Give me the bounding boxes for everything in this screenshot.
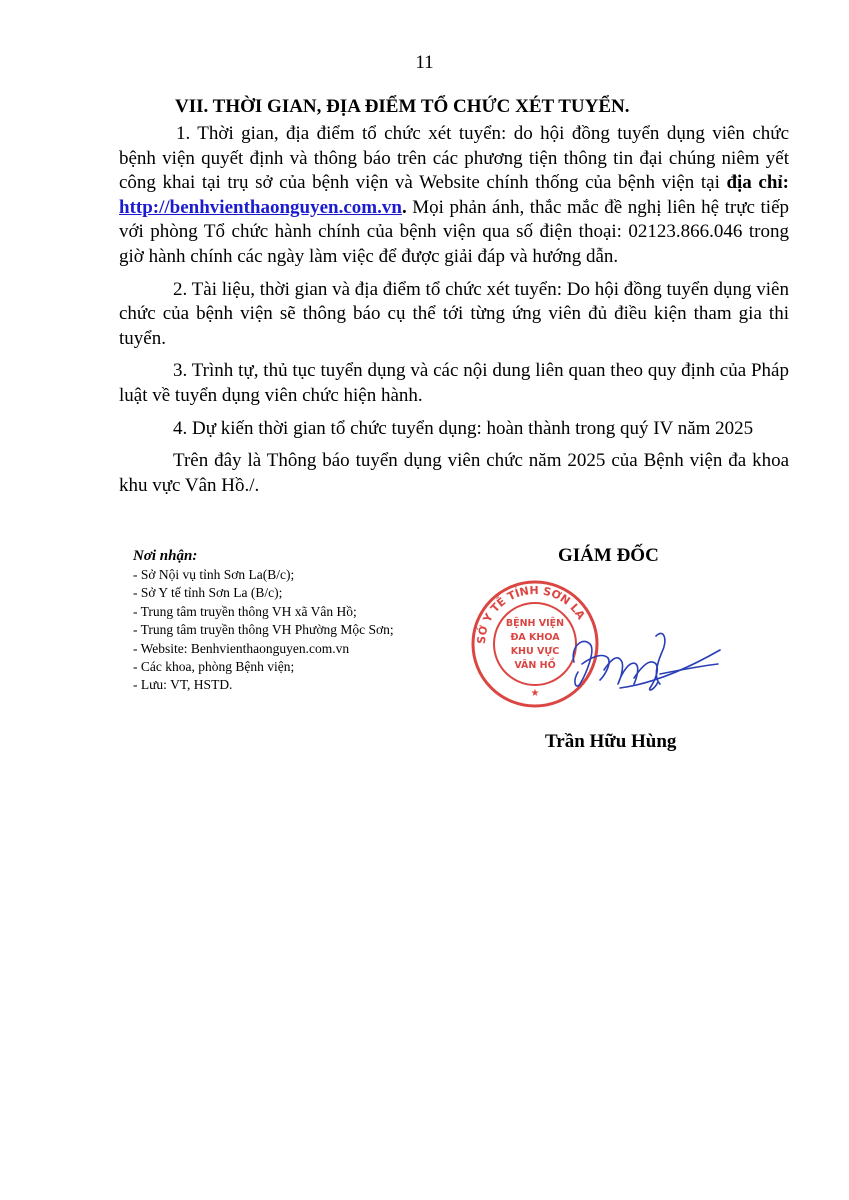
recipient-item: - Lưu: VT, HSTD. xyxy=(133,677,233,693)
paragraph-1-contact: Mọi phản ánh, thắc mắc đề nghị liên hệ trực tiếp với phòng Tổ chức hành chính của bệnh viện qua số điện thoại: 02123.866.046 trong giờ hành chính các ngày làm việc để được giải đáp và hướng dẫn. xyxy=(119,196,789,267)
paragraph-1-text: 1. Thời gian, địa điểm tổ chức xét tuyển: do hội đồng tuyển dụng viên chức bệnh viện quyết định và thông báo trên các phương tiện thông tin đại chúng niêm yết công khai tại trụ sở của bệnh viện và Website chính thống của bệnh viện tại xyxy=(119,123,789,194)
paragraph-2: 2. Tài liệu, thời gian và địa điểm tổ chức xét tuyển: Do hội đồng tuyển dụng viên chức của bệnh viện sẽ thông báo cụ thể tới từng ứng viên đủ điều kiện tham gia thi tuyển. xyxy=(119,278,789,349)
seal-line: KHU VỰC xyxy=(510,646,560,657)
paragraph-3: 3. Trình tự, thủ tục tuyển dụng và các nội dung liên quan theo quy định của Pháp luật về tuyển dụng viên chức hiện hành. xyxy=(119,360,789,406)
page-number: 11 xyxy=(415,52,434,73)
website-link[interactable]: http://benhvienthaonguyen.com.vn xyxy=(119,196,402,218)
signer-title: GIÁM ĐỐC xyxy=(558,545,659,566)
signer-name: Trần Hữu Hùng xyxy=(545,731,677,752)
handwritten-signature xyxy=(560,618,725,700)
recipient-item: - Trung tâm truyền thông VH xã Vân Hồ; xyxy=(133,603,357,619)
section-body xyxy=(119,122,789,506)
recipient-item: - Sở Nội vụ tỉnh Sơn La(B/c); xyxy=(133,567,295,582)
recipient-item: - Sở Y tế tỉnh Sơn La (B/c); xyxy=(133,585,283,601)
link-period: . xyxy=(401,196,407,218)
address-label: địa chỉ: xyxy=(726,172,789,194)
seal-star-icon: ★ xyxy=(530,688,540,699)
svg-text:SỞ Y TẾ TỈNH SƠN LA: SỞ Y TẾ TỈNH SƠN LA xyxy=(474,583,588,645)
recipients-block xyxy=(133,548,493,695)
paragraph-1 xyxy=(119,122,789,270)
seal-line: ĐA KHOA xyxy=(510,632,560,643)
closing-paragraph: Trên đây là Thông báo tuyển dụng viên chức năm 2025 của Bệnh viện đa khoa khu vực Vân Hồ./. xyxy=(119,450,789,496)
section-heading: VII. THỜI GIAN, ĐỊA ĐIỂM TỔ CHỨC XÉT TUYỂN. xyxy=(175,96,630,117)
recipients-title: Nơi nhận: xyxy=(133,548,198,564)
recipient-item: - Các khoa, phòng Bệnh viện; xyxy=(133,659,295,675)
recipients-list xyxy=(133,566,493,695)
paragraph-4: 4. Dự kiến thời gian tổ chức tuyển dụng: hoàn thành trong quý IV năm 2025 xyxy=(173,417,754,439)
seal-line: BỆNH VIỆN xyxy=(505,618,565,629)
recipient-item: - Trung tâm truyền thông VH Phường Mộc Sơn; xyxy=(133,622,394,638)
recipient-item: - Website: Benhvienthaonguyen.com.vn xyxy=(133,640,350,656)
seal-line: VÂN HỒ xyxy=(514,660,556,671)
